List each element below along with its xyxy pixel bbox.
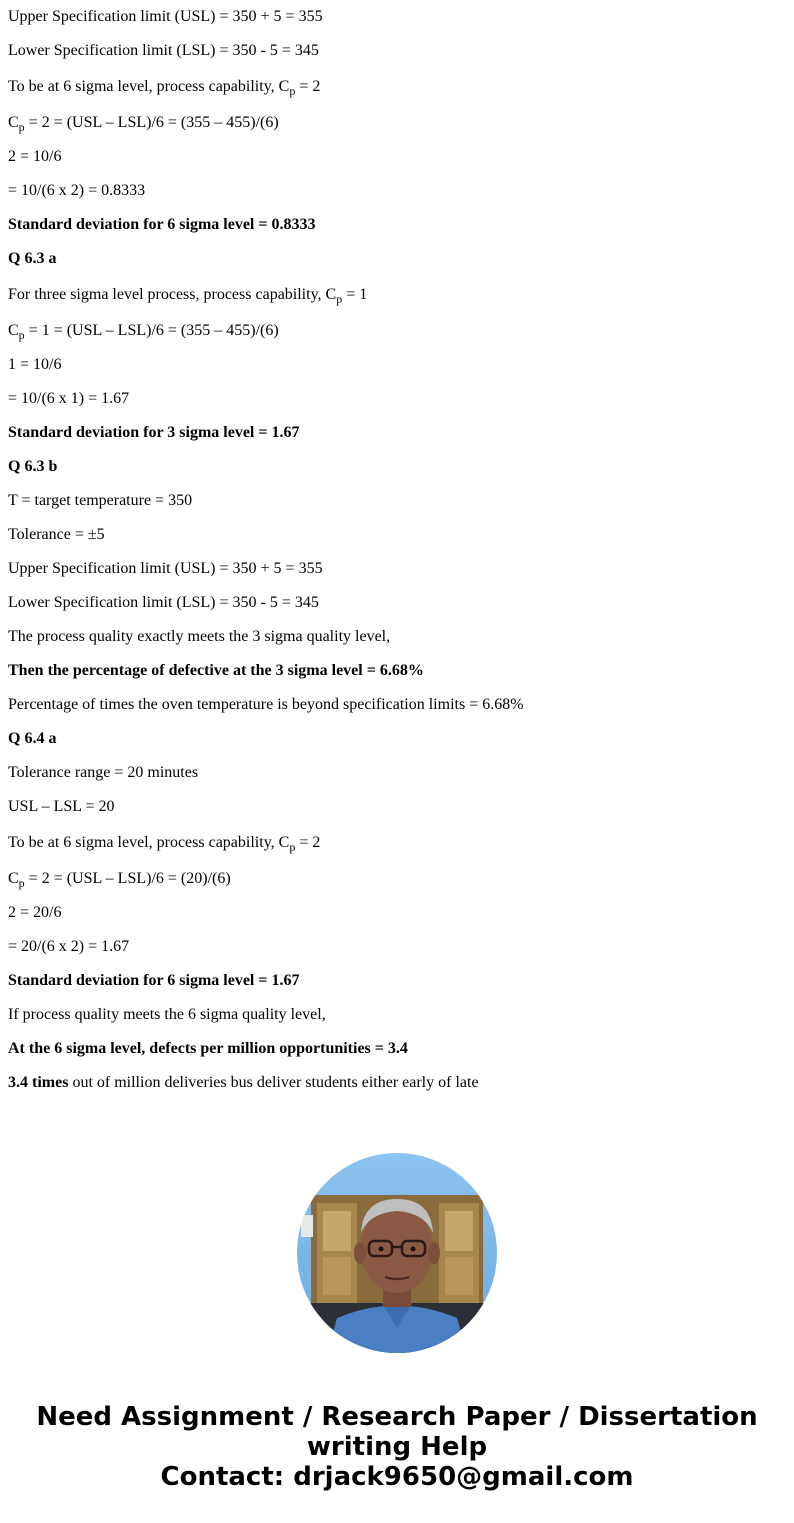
text-line: = 20/(6 x 2) = 1.67 — [8, 938, 130, 955]
banner-contact-line: Contact: drjack9650@gmail.com — [160, 1462, 634, 1492]
text-line: T = target temperature = 350 — [8, 492, 193, 509]
author-portrait-icon — [297, 1153, 497, 1353]
text-line: The process quality exactly meets the 3 sigma quality level, — [8, 628, 391, 645]
text-line: To be at 6 sigma level, process capability, $C_p = 2$ — [8, 78, 321, 98]
text-line: Lower Specification limit (LSL) = 350 - 5 = 345 — [8, 42, 319, 59]
result-line: Standard deviation for 6 sigma level = 1.67 — [8, 972, 300, 989]
author-photo — [297, 1153, 497, 1353]
text-line: 3.4 times out of million deliveries bus deliver students either early of late — [8, 1074, 479, 1091]
result-line: At the 6 sigma level, defects per million opportunities = 3.4 — [8, 1040, 408, 1057]
text-line: Tolerance = ±5 — [8, 526, 105, 543]
banner-line-2: writing Help — [306, 1432, 488, 1462]
result-line: Standard deviation for 3 sigma level = 1.67 — [8, 424, 300, 441]
text-line: If process quality meets the 6 sigma quality level, — [8, 1006, 326, 1023]
text-line: 1 = 10/6 — [8, 356, 62, 373]
formula-line: $C_p = 1 = (USL - LSL)/6 = (355 - 455)/(6)$ — [8, 322, 279, 342]
text-line: Tolerance range = 20 minutes — [8, 764, 199, 781]
result-line: Standard deviation for 6 sigma level = 0.8333 — [8, 216, 316, 233]
text-line: = 10/(6 x 2) = 0.8333 — [8, 182, 146, 199]
document-body — [8, 6, 788, 1106]
text-line: Upper Specification limit (USL) = 350 + 5 = 355 — [8, 8, 323, 25]
text-line: 2 = 10/6 — [8, 148, 62, 165]
section-heading: Q 6.3 b — [8, 458, 58, 475]
text-line: To be at 6 sigma level, process capability, $C_p = 2$ — [8, 834, 321, 854]
text-line: Percentage of times the oven temperature is beyond specification limits = 6.68% — [8, 696, 524, 713]
formula-line: $C_p = 2 = (USL - LSL)/6 = (355 - 455)/(6)$ — [8, 114, 279, 134]
banner-line-1: Need Assignment / Research Paper / Dissertation — [36, 1402, 758, 1432]
formula-line: $C_p = 2 = (USL - LSL)/6 = (20)/(6)$ — [8, 870, 231, 890]
text-line: 2 = 20/6 — [8, 904, 62, 921]
text-line: USL – LSL = 20 — [8, 798, 115, 815]
contact-banner — [0, 1402, 794, 1492]
section-heading: Q 6.4 a — [8, 730, 57, 747]
text-line: Lower Specification limit (LSL) = 350 - 5 = 345 — [8, 594, 319, 611]
text-line: Upper Specification limit (USL) = 350 + 5 = 355 — [8, 560, 323, 577]
text-line: = 10/(6 x 1) = 1.67 — [8, 390, 130, 407]
section-heading: Q 6.3 a — [8, 250, 57, 267]
text-line: For three sigma level process, process capability, $C_p = 1$ — [8, 286, 368, 306]
result-line: Then the percentage of defective at the 3 sigma level = 6.68% — [8, 662, 424, 679]
